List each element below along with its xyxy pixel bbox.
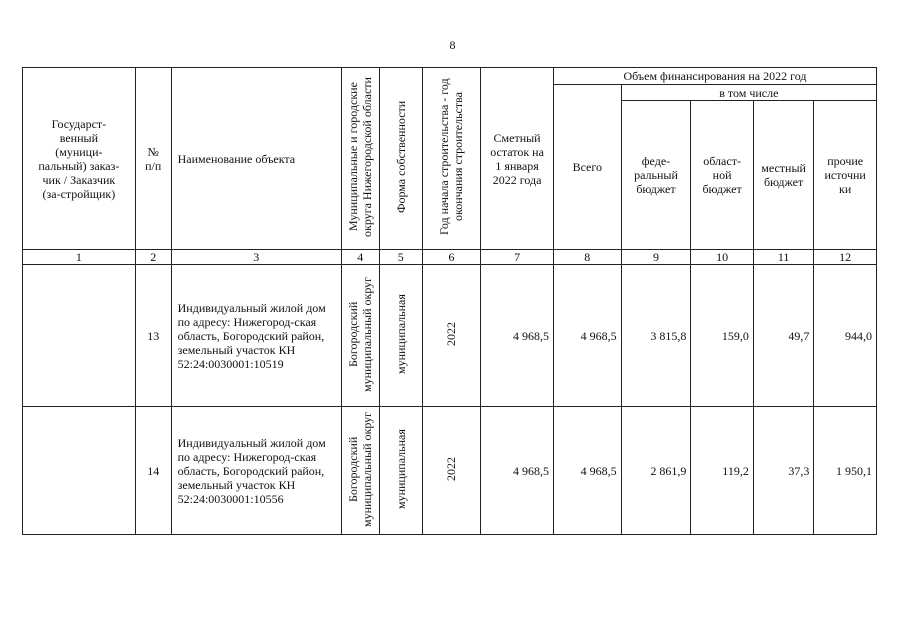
header-other: прочие источни ки (814, 101, 877, 250)
column-number: 2 (135, 250, 171, 265)
header-ownership: Форма собственности (379, 68, 422, 250)
column-number: 7 (481, 250, 554, 265)
header-district: Муниципальные и городские округа Нижегородской области (341, 68, 379, 250)
header-years: Год начала строительства - год окончания строительства (422, 68, 480, 250)
header-including: в том числе (621, 85, 876, 101)
customer-cell (23, 407, 136, 535)
years-cell: 2022 (422, 265, 480, 407)
remainder-cell: 4 968,5 (481, 407, 554, 535)
column-number: 1 (23, 250, 136, 265)
object-name: Индивидуальный жилой дом по адресу: Нижегород-ская область, Богородский район, земельный участок КН 52:24:0030001:10556 (171, 407, 341, 535)
header-local: местный бюджет (753, 101, 813, 250)
row-number: 13 (135, 265, 171, 407)
ownership-cell: муниципальная (379, 407, 422, 535)
header-federal: феде-ральный бюджет (621, 101, 691, 250)
column-number: 11 (753, 250, 813, 265)
total-cell: 4 968,5 (553, 407, 621, 535)
column-number: 4 (341, 250, 379, 265)
header-regional: област-ной бюджет (691, 101, 754, 250)
header-customer: Государст-венный (муници-пальный) заказ-чик / Заказчик (за-стройщик) (23, 68, 136, 250)
column-number: 5 (379, 250, 422, 265)
column-number: 3 (171, 250, 341, 265)
other-cell: 944,0 (814, 265, 877, 407)
column-number: 6 (422, 250, 480, 265)
federal-cell: 2 861,9 (621, 407, 691, 535)
object-name: Индивидуальный жилой дом по адресу: Нижегород-ская область, Богородский район, земельный участок КН 52:24:0030001:10519 (171, 265, 341, 407)
district-cell: Богородский муниципальный округ (341, 407, 379, 535)
header-object-name: Наименование объекта (171, 68, 341, 250)
district-cell: Богородский муниципальный округ (341, 265, 379, 407)
column-number: 10 (691, 250, 754, 265)
column-number: 8 (553, 250, 621, 265)
table-row (23, 265, 877, 407)
total-cell: 4 968,5 (553, 265, 621, 407)
table-row (23, 407, 877, 535)
years-cell: 2022 (422, 407, 480, 535)
row-number: 14 (135, 407, 171, 535)
financing-table (22, 67, 877, 535)
ownership-cell: муниципальная (379, 265, 422, 407)
local-cell: 49,7 (753, 265, 813, 407)
header-financing-group: Объем финансирования на 2022 год (553, 68, 876, 85)
federal-cell: 3 815,8 (621, 265, 691, 407)
header-number: № п/п (135, 68, 171, 250)
other-cell: 1 950,1 (814, 407, 877, 535)
regional-cell: 119,2 (691, 407, 754, 535)
regional-cell: 159,0 (691, 265, 754, 407)
page-number: 8 (449, 38, 456, 52)
remainder-cell: 4 968,5 (481, 265, 554, 407)
column-number: 12 (814, 250, 877, 265)
header-total: Всего (553, 85, 621, 250)
header-remainder: Сметный остаток на 1 января 2022 года (481, 68, 554, 250)
column-number: 9 (621, 250, 691, 265)
local-cell: 37,3 (753, 407, 813, 535)
customer-cell (23, 265, 136, 407)
column-number-row (23, 250, 877, 265)
